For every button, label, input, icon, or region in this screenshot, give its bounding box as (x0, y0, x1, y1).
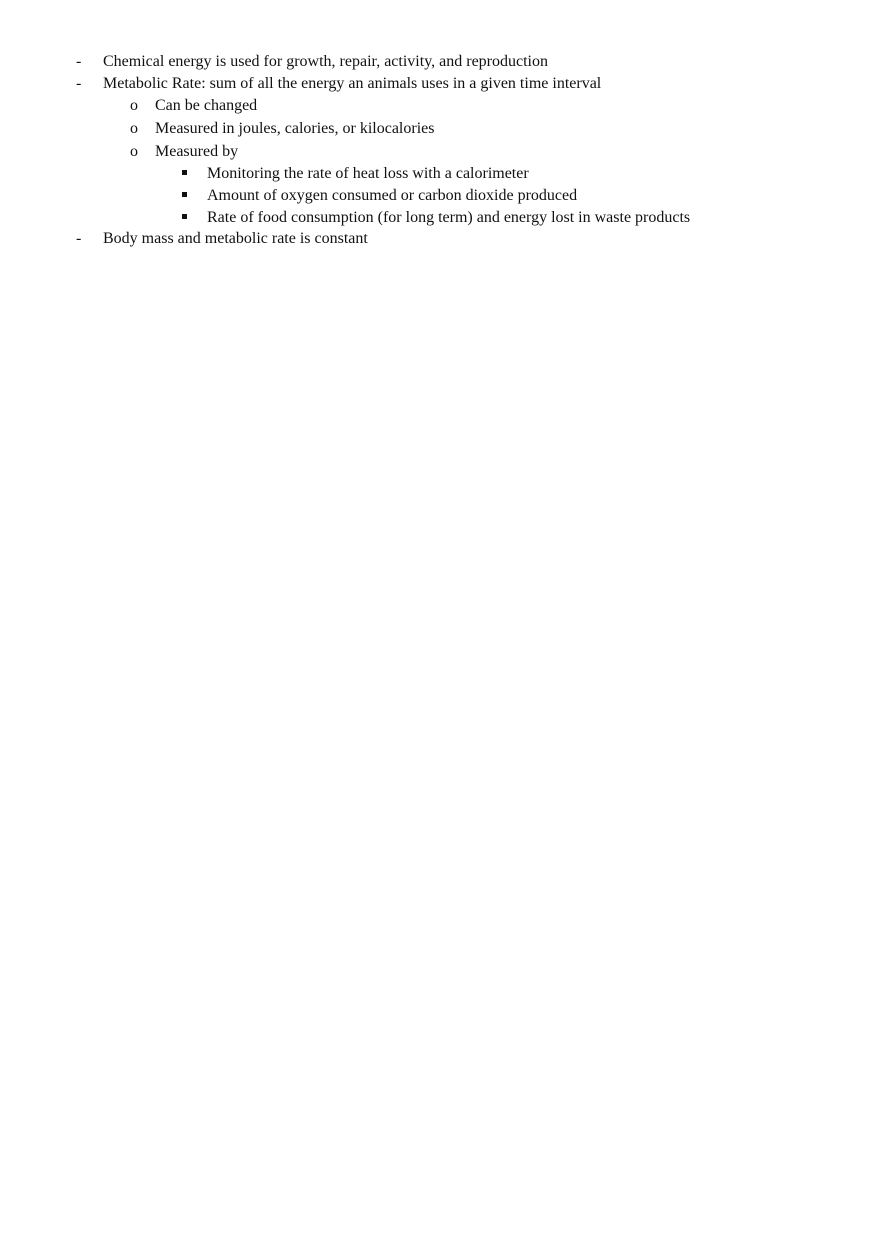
list-item (0, 228, 880, 250)
circle-bullet: o (130, 97, 138, 114)
sub-list-item (0, 95, 880, 117)
sub-list-item-text: Measured in joules, calories, or kilocalories (155, 120, 435, 137)
sub-sub-list-item (0, 207, 880, 229)
list-item-text: Metabolic Rate: sum of all the energy an animals uses in a given time interval (103, 75, 602, 92)
list-item (0, 73, 880, 95)
sub-list-item (0, 118, 880, 140)
sub-list-item-text: Can be changed (155, 97, 258, 114)
circle-bullet: o (130, 143, 138, 160)
sub-list-item (0, 141, 880, 163)
sub-list-item-text: Measured by (155, 143, 239, 160)
sub-sub-list-item-text: Monitoring the rate of heat loss with a calorimeter (207, 165, 529, 182)
square-bullet-icon (182, 207, 187, 229)
sub-sub-list-item-text: Rate of food consumption (for long term) and energy lost in waste products (207, 209, 691, 226)
square-bullet-icon (182, 185, 187, 207)
list-item (0, 51, 880, 73)
dash-bullet: - (76, 230, 82, 247)
sub-sub-list-item (0, 163, 880, 185)
list-item-text: Chemical energy is used for growth, repair, activity, and reproduction (103, 53, 548, 70)
circle-bullet: o (130, 120, 138, 137)
sub-sub-list-item (0, 185, 880, 207)
dash-bullet: - (76, 53, 82, 70)
sub-sub-list-item-text: Amount of oxygen consumed or carbon dioxide produced (207, 187, 578, 204)
square-bullet-icon (182, 163, 187, 185)
dash-bullet: - (76, 75, 82, 92)
list-item-text: Body mass and metabolic rate is constant (103, 230, 368, 247)
